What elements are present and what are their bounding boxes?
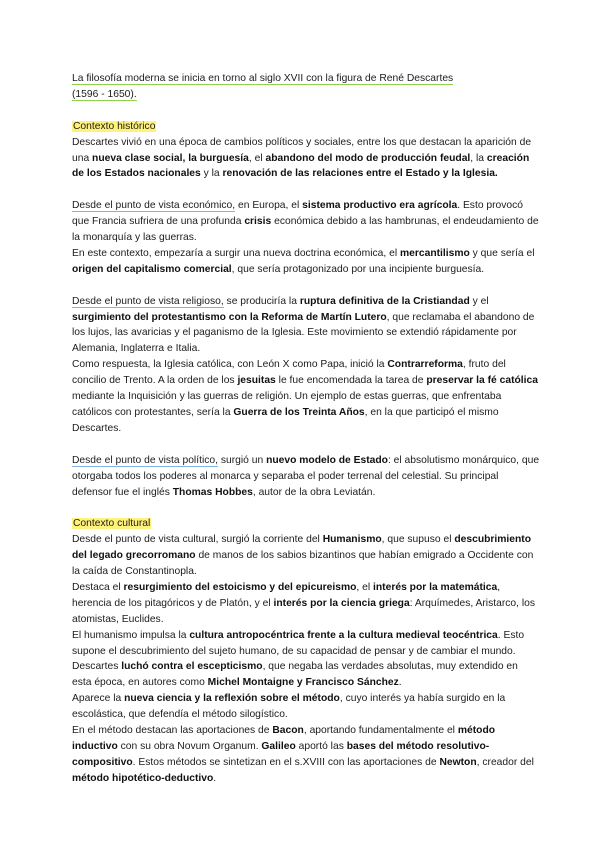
bold-text: interés por la ciencia griega [273, 597, 410, 609]
economico-paragraph-1 [72, 198, 540, 246]
text-run: , que negaba las verdades absolutas, muy extendido en esta época, en autores como [72, 661, 518, 689]
bold-text: jesuitas [237, 375, 276, 387]
section-heading-cultural [72, 516, 540, 532]
text-run: . Esto provocó que Francia sufriera de una profunda [72, 200, 524, 228]
text-run: Descartes vivió en una época de cambios políticos y sociales, entre los que destacan la aparición de una [72, 136, 532, 164]
text-run: : el absolutismo monárquico, que otorgaba todos los poderes al monarca y separaba el poder terrenal del celestial. Su principal defensor fue el inglés [72, 454, 540, 498]
bold-text: Guerra de los Treinta Años [233, 406, 365, 418]
bold-text: método inductivo [72, 725, 496, 752]
text-run: , el [356, 581, 374, 593]
text-run: El humanismo impulsa la [72, 629, 190, 641]
text-run: económica debido a las hambrunas, el endeudamiento de la monarquía y las guerras. [72, 216, 539, 244]
text-run: Contexto cultural [73, 518, 151, 530]
text-run: le fue encomendada la tarea de [275, 375, 427, 387]
text-run: , cuyo interés ya había surgido en la escolástica, que defendía el método silogístico. [72, 693, 506, 721]
bold-text: interés por la matemática [373, 581, 498, 593]
text-run: . Estos métodos se sintetizan en el s.XVIII con las aportaciones de [132, 756, 440, 768]
bold-text: Galileo [261, 740, 296, 752]
text-run: surgió un [217, 454, 267, 466]
intro-line-1: La filosofía moderna se inicia en torno al siglo XVII con la figura de René Descartes [72, 73, 454, 84]
text-run: , que supuso el [381, 534, 455, 546]
text-run: y la [200, 168, 223, 180]
text-run: se produciría la [223, 295, 300, 307]
bold-text: Thomas Hobbes [172, 486, 253, 498]
bold-text: cultura antropocéntrica frente a la cultura medieval teocéntrica [189, 629, 498, 641]
bold-text: nueva ciencia y la reflexión sobre el método [124, 693, 340, 705]
politico-lead: Desde el punto de vista político, [72, 454, 218, 466]
text-run: , que reclamaba el abandono de los lujos, las avaricias y el paganismo de la Iglesia. Este movimiento se extendió rápidamente por Alemania, Inglaterra e Italia. [72, 311, 535, 355]
text-run: Como respuesta, la Iglesia católica, con León X como Papa, inició la [72, 359, 388, 371]
text-run: Aparece la [72, 693, 125, 705]
text-run: Desde el punto de vista cultural, surgió la corriente del [72, 534, 323, 546]
text-run: aportó las [295, 740, 347, 752]
cultural-paragraph-3 [72, 628, 540, 660]
text-run: , herencia de los pitagóricos y de Platón, y el [72, 581, 501, 609]
text-run: . [213, 772, 217, 784]
bold-text: Newton [439, 756, 477, 768]
text-run: En este contexto, empezaría a surgir una nueva doctrina económica, el [72, 247, 400, 259]
bold-text: nueva clase social, la burguesía [92, 152, 249, 164]
bold-text: ruptura definitiva de la Cristiandad [299, 295, 470, 307]
text-run: En el método destacan las aportaciones de [72, 725, 273, 737]
bold-text: resurgimiento del estoicismo y del epicureismo [123, 581, 357, 593]
text-run: , fruto del concilio de Trento. A la orden de los [72, 359, 506, 387]
text-run: . Esto supone el descubrimiento del sujeto humano, de su capacidad de pensar y de cambiar el mundo. [72, 629, 525, 657]
bold-text: origen del capitalismo comercial [72, 263, 232, 275]
bold-text: Humanismo [322, 534, 382, 546]
text-run: , que sería protagonizado por una incipiente burguesía. [231, 263, 485, 275]
religioso-lead: Desde el punto de vista religioso, [72, 295, 224, 307]
religioso-paragraph-1 [72, 294, 540, 358]
cultural-paragraph-5 [72, 691, 540, 723]
bold-text: surgimiento del protestantismo con la Reforma de Martín Lutero [72, 311, 387, 323]
bold-text: Contrarreforma [387, 359, 463, 371]
bold-text: Bacon [272, 725, 304, 737]
bold-text: creación de los Estados nacionales [72, 152, 530, 180]
cultural-paragraph-1 [72, 532, 540, 580]
cultural-paragraph-4 [72, 659, 540, 691]
intro-paragraph [72, 71, 540, 103]
text-run: en Europa, el [235, 200, 303, 212]
text-run: , la [470, 152, 487, 164]
section-heading-historico [72, 119, 540, 135]
bold-text: nuevo modelo de Estado [266, 454, 388, 466]
text-run: Contexto histórico [73, 120, 156, 132]
cultural-paragraph-2 [72, 580, 540, 628]
text-run: , aportando fundamentalmente el [303, 725, 458, 737]
bold-text: bases del método resolutivo-compositivo [72, 740, 490, 768]
text-run: , en la que participó el mismo Descartes. [72, 406, 499, 434]
text-run: de manos de los sabios bizantinos que habían emigrado a Occidente con la caída de Constantinopla. [72, 550, 534, 578]
text-run: , autor de la obra Leviatán. [252, 486, 376, 498]
intro-line-2: (1596 - 1650). [72, 88, 137, 100]
bold-text: abandono del modo de producción feudal [265, 152, 471, 164]
bold-text: crisis [244, 216, 272, 228]
text-run: y que sería el [469, 247, 535, 259]
text-run: mediante la Inquisición y las guerras de religión. Un ejemplo de estas guerras, que enfrentaba católicos con protestantes, sería la [72, 391, 502, 418]
bold-text: luchó contra el escepticismo [121, 661, 263, 673]
bold-text: mercantilismo [399, 247, 470, 259]
text-run: , creador del [476, 756, 534, 768]
bold-text: sistema productivo era agrícola [302, 200, 458, 212]
text-run: Descartes [72, 661, 122, 673]
text-run: . [398, 677, 402, 689]
text-run: y el [469, 295, 489, 307]
bold-text: Michel Montaigne y Francisco Sánchez [207, 677, 399, 689]
text-run: con su obra Novum Organum. [117, 740, 262, 752]
cultural-paragraph-6 [72, 723, 540, 787]
bold-text: método hipotético-deductivo [72, 772, 214, 784]
text-run: , el [248, 152, 266, 164]
text-run: Destaca el [72, 581, 124, 593]
economico-paragraph-2 [72, 246, 540, 278]
politico-paragraph [72, 453, 540, 501]
bold-text: renovación de las relaciones entre el Estado y la Iglesia. [222, 168, 498, 180]
historico-paragraph-1 [72, 135, 540, 183]
text-run: : Arquímedes, Aristarco, los atomistas, Euclides. [72, 597, 536, 625]
economico-lead: Desde el punto de vista económico, [72, 200, 236, 212]
bold-text: preservar la fé católica [426, 375, 538, 387]
religioso-paragraph-2 [72, 357, 540, 437]
bold-text: descubrimiento del legado grecorromano [72, 534, 532, 562]
